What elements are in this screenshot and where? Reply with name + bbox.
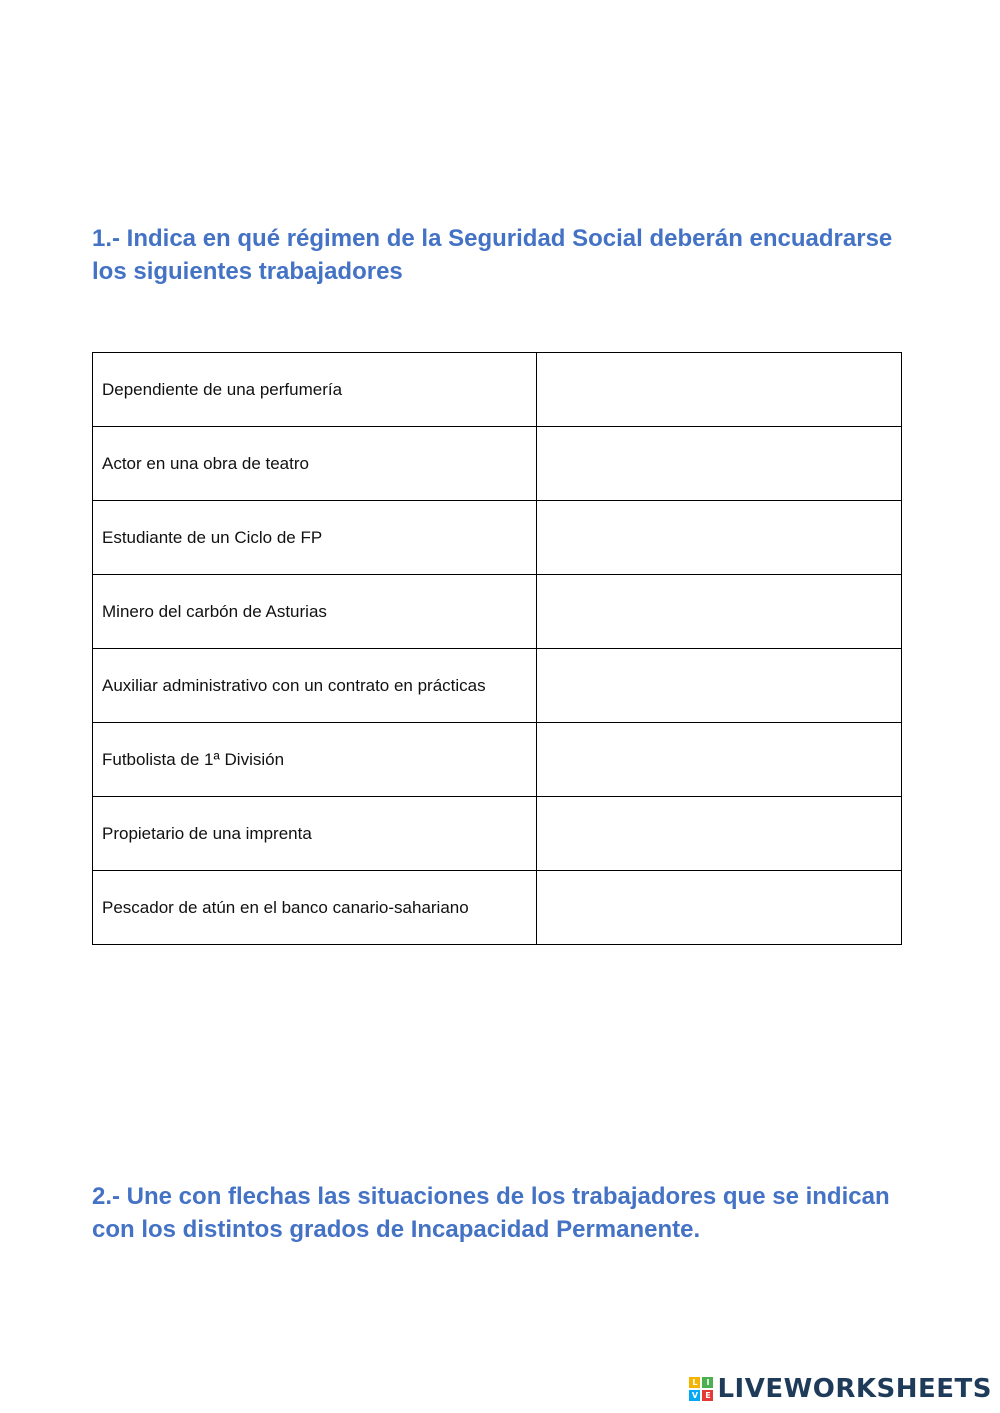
- worker-cell: Minero del carbón de Asturias: [93, 575, 537, 649]
- table-row: [93, 575, 902, 649]
- logo-mark-tile: E: [702, 1390, 713, 1401]
- regime-answer-input[interactable]: [537, 501, 901, 574]
- logo-mark-tile: L: [689, 1377, 700, 1388]
- regime-answer-input[interactable]: [537, 871, 901, 944]
- liveworksheets-logo: [689, 1371, 992, 1407]
- regime-answer-input[interactable]: [537, 427, 901, 500]
- regime-answer-input[interactable]: [537, 723, 901, 796]
- regime-answer-input[interactable]: [537, 353, 901, 426]
- logo-mark-icon: [689, 1377, 713, 1401]
- table-row: [93, 353, 902, 427]
- worker-regime-table: [92, 352, 902, 945]
- answer-cell[interactable]: [537, 723, 902, 797]
- worker-cell: Auxiliar administrativo con un contrato en prácticas: [93, 649, 537, 723]
- worker-cell: Actor en una obra de teatro: [93, 427, 537, 501]
- logo-mark-tile: V: [689, 1390, 700, 1401]
- question-1-heading: 1.- Indica en qué régimen de la Seguridad Social deberán encuadrarse los siguientes trabajadores: [92, 225, 893, 285]
- answer-cell[interactable]: [537, 575, 902, 649]
- answer-cell[interactable]: [537, 797, 902, 871]
- answer-cell[interactable]: [537, 427, 902, 501]
- answer-cell[interactable]: [537, 871, 902, 945]
- answer-cell[interactable]: [537, 353, 902, 427]
- logo-mark-tile: I: [702, 1377, 713, 1388]
- worker-cell: Futbolista de 1ª División: [93, 723, 537, 797]
- regime-answer-input[interactable]: [537, 797, 901, 870]
- table-row: [93, 871, 902, 945]
- answer-cell[interactable]: [537, 649, 902, 723]
- question-2-heading: 2.- Une con flechas las situaciones de los trabajadores que se indican con los distintos grados de Incapacidad Permanente.: [92, 1183, 890, 1243]
- logo-text: LIVEWORKSHEETS: [717, 1374, 992, 1404]
- worker-cell: Propietario de una imprenta: [93, 797, 537, 871]
- worker-cell: Dependiente de una perfumería: [93, 353, 537, 427]
- table-row: [93, 427, 902, 501]
- table-row: [93, 501, 902, 575]
- worker-cell: Pescador de atún en el banco canario-sahariano: [93, 871, 537, 945]
- table-row: [93, 723, 902, 797]
- regime-answer-input[interactable]: [537, 649, 901, 722]
- regime-answer-input[interactable]: [537, 575, 901, 648]
- table-row: [93, 649, 902, 723]
- answer-cell[interactable]: [537, 501, 902, 575]
- worker-cell: Estudiante de un Ciclo de FP: [93, 501, 537, 575]
- table-row: [93, 797, 902, 871]
